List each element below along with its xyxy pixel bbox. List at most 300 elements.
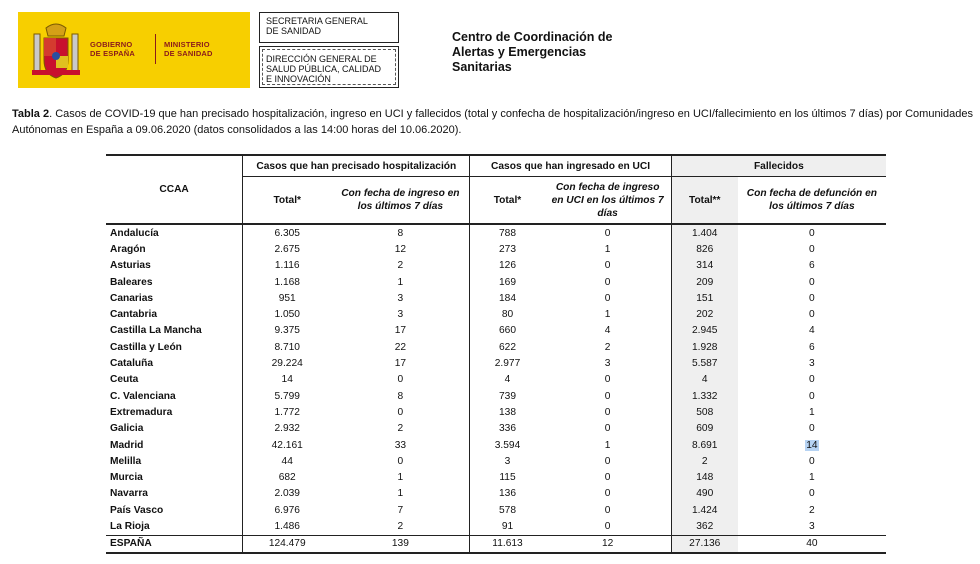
deaths-total-value: 8.691: [691, 439, 718, 451]
table-row: [106, 502, 886, 518]
uci-total-cell: [470, 290, 545, 306]
table-row: [106, 486, 886, 502]
uci-7days-cell: [545, 306, 672, 322]
deaths-7days-cell: [738, 502, 886, 518]
hosp-total-value: 8.710: [274, 341, 300, 353]
hosp-7days-value: 139: [391, 538, 409, 550]
table-row: [106, 323, 886, 339]
hosp-7days-value: 2: [397, 260, 404, 272]
hosp-total-value: 29.224: [271, 358, 303, 370]
deaths-total-cell: [671, 290, 738, 306]
uci-7days-cell: [545, 258, 672, 274]
uci-7days-cell: [545, 355, 672, 371]
hosp-total-value: 6.976: [274, 504, 300, 516]
ccaa-name: Aragón: [110, 243, 146, 255]
deaths-total-cell: [671, 453, 738, 469]
uci-total-cell: [470, 502, 545, 518]
deaths-total-cell: [671, 274, 738, 290]
deaths-7days-value: 0: [809, 243, 815, 255]
logo-divider: [155, 34, 156, 64]
deaths-total-cell: [671, 224, 738, 241]
uci-total-cell: [470, 306, 545, 322]
uci-total-value: 4: [504, 374, 511, 386]
ccaa-name: Melilla: [110, 455, 142, 467]
hosp-7days-value: 8: [397, 390, 404, 402]
uci-7days-cell: [545, 323, 672, 339]
deaths-total-cell: [671, 323, 738, 339]
uci-total-value: 578: [499, 504, 516, 516]
uci-7days-value: 0: [604, 520, 611, 532]
hosp-7days-cell: [331, 502, 470, 518]
uci-total-cell: [470, 453, 545, 469]
uci-total-cell: [470, 518, 545, 535]
hosp-total-cell: [243, 306, 332, 322]
deaths-7days-value: 1: [809, 406, 815, 418]
uci-total-value: 126: [499, 260, 516, 272]
deaths-7days-value: 0: [809, 292, 815, 304]
uci-7days-value: 0: [604, 390, 611, 402]
ccaa-name: Cataluña: [110, 358, 154, 370]
deaths-7days-value: 40: [806, 538, 818, 550]
table-row: [106, 453, 886, 469]
deaths-7days-value: 6: [809, 341, 815, 353]
deaths-7days-value: 0: [809, 423, 815, 435]
deaths-7days-cell: [738, 372, 886, 388]
hosp-7days-value: 17: [394, 325, 407, 337]
table-row: [106, 274, 886, 290]
hosp-total-value: 1.168: [274, 276, 300, 288]
deaths-7days-cell: [738, 469, 886, 485]
deaths-total-cell: [671, 421, 738, 437]
hosp-total-cell: [243, 437, 332, 453]
deaths-total-value: 1.424: [691, 504, 718, 516]
table-row: [106, 306, 886, 322]
hosp-total-cell: [243, 421, 332, 437]
deaths-7days-value: 14: [806, 439, 818, 451]
uci-total-value: 739: [499, 390, 516, 402]
hosp-7days-cell: [331, 518, 470, 535]
deaths-7days-cell: [738, 306, 886, 322]
deaths-total-cell: [671, 404, 738, 420]
table-caption: [12, 106, 974, 138]
hosp-total-value: 2.039: [274, 488, 300, 500]
deaths-7days-value: 2: [809, 504, 815, 516]
ccaa-name: Galicia: [110, 423, 144, 435]
uci-7days-value: 0: [604, 488, 611, 500]
uci-total-value: 2.977: [494, 358, 521, 370]
table-row: [106, 469, 886, 485]
uci-total-value: 136: [499, 488, 516, 500]
hosp-total-cell: [243, 469, 332, 485]
deaths-total-cell: [671, 518, 738, 535]
deaths-7days-cell: [738, 518, 886, 535]
table-row: [106, 355, 886, 371]
hosp-7days-cell: [331, 421, 470, 437]
deaths-total-cell: [671, 469, 738, 485]
deaths-total-value: 2.945: [691, 325, 718, 337]
uci-7days-cell: [545, 241, 672, 257]
hosp-7days-value: 8: [397, 227, 404, 239]
uci-total-cell: [470, 535, 545, 553]
deaths-total-value: 1.928: [691, 341, 718, 353]
ccaa-name: Extremadura: [110, 406, 173, 418]
uci-total-value: 660: [499, 325, 516, 337]
hosp-7days-value: 3: [397, 309, 404, 321]
deaths-7days-value: 1: [809, 472, 815, 484]
hosp-7days-cell: [331, 224, 470, 241]
hosp-7days-value: 17: [394, 358, 407, 370]
deaths-total-value: 151: [696, 292, 714, 304]
hosp-7days-value: 0: [397, 374, 404, 386]
uci-total-value: 80: [501, 309, 514, 321]
deaths-7days-cell: [738, 274, 886, 290]
deaths-7days-value: 0: [809, 227, 815, 239]
uci-total-value: 169: [499, 276, 516, 288]
uci-total-cell: [470, 469, 545, 485]
hosp-total-value: 14: [281, 374, 293, 386]
deaths-total-value: 490: [696, 488, 714, 500]
hosp-total-cell: [243, 241, 332, 257]
deaths-7days-cell: [738, 355, 886, 371]
hosp-total-value: 2.675: [274, 243, 300, 255]
uci-total-value: 138: [499, 406, 516, 418]
hosp-7days-cell: [331, 323, 470, 339]
uci-total-value: 115: [499, 472, 516, 484]
ccaa-name: La Rioja: [110, 520, 150, 532]
ccaa-name: Murcia: [110, 472, 143, 484]
uci-total-value: 788: [499, 227, 516, 239]
hosp-7days-cell: [331, 453, 470, 469]
uci-total-cell: [470, 437, 545, 453]
hosp-7days-cell: [331, 274, 470, 290]
ccaa-name: ESPAÑA: [106, 535, 243, 553]
deaths-total-cell: [671, 306, 738, 322]
hospitalization-table: [106, 154, 886, 554]
hosp-total-value: 951: [278, 292, 296, 304]
deaths-total-value: 1.404: [691, 227, 718, 239]
uci-total-cell: [470, 224, 545, 241]
hosp-total-cell: [243, 355, 332, 371]
uci-total-cell: [470, 404, 545, 420]
deaths-7days-cell: [738, 241, 886, 257]
direccion-box: DIRECCIÓN GENERAL DE SALUD PÚBLICA, CALIDAD E INNOVACIÓN: [259, 46, 399, 88]
uci-7days-value: 0: [604, 276, 611, 288]
uci-total-cell: [470, 274, 545, 290]
deaths-7days-value: 3: [809, 358, 815, 370]
table-row: [106, 437, 886, 453]
table-row: [106, 388, 886, 404]
hosp-total-value: 1.050: [274, 309, 300, 321]
hosp-7days-cell: [331, 535, 470, 553]
ccaa-name: Andalucía: [110, 227, 159, 239]
uci-total-cell: [470, 355, 545, 371]
hosp-total-cell: [243, 274, 332, 290]
hosp-total-cell: [243, 388, 332, 404]
coat-of-arms-icon: [32, 20, 80, 82]
uci-7days-cell: [545, 453, 672, 469]
hosp-total-value: 6.305: [274, 227, 300, 239]
uci-7days-value: 2: [604, 341, 611, 353]
deaths-total-value: 27.136: [689, 538, 721, 550]
deaths-total-cell: [671, 258, 738, 274]
hosp-total-value: 1.772: [274, 406, 300, 418]
uci-7days-cell: [545, 404, 672, 420]
deaths-7days-value: 0: [809, 276, 815, 288]
hosp-7days-cell: [331, 258, 470, 274]
deaths-total-cell: [671, 388, 738, 404]
logo-ministerio-text: MINISTERIO DE SANIDAD: [164, 40, 213, 58]
uci-7days-cell: [545, 502, 672, 518]
deaths-7days-cell: [738, 388, 886, 404]
deaths-7days-cell: [738, 421, 886, 437]
hosp-total-cell: [243, 323, 332, 339]
deaths-total-value: 314: [696, 260, 714, 272]
deaths-total-value: 4: [701, 374, 708, 386]
hosp-total-cell: [243, 518, 332, 535]
deaths-7days-cell: [738, 258, 886, 274]
hosp-7days-value: 1: [397, 276, 404, 288]
government-logo: [18, 12, 250, 88]
hosp-7days-value: 7: [397, 504, 404, 516]
uci-7days-value: 0: [604, 374, 611, 386]
ccaa-name: C. Valenciana: [110, 390, 176, 402]
hosp-total-cell: [243, 453, 332, 469]
hosp-7days-value: 33: [394, 439, 407, 451]
hosp-total-cell: [243, 290, 332, 306]
deaths-total-value: 202: [696, 309, 714, 321]
uci-total-cell: [470, 241, 545, 257]
ccaa-name: Madrid: [110, 439, 144, 451]
uci-7days-value: 0: [604, 504, 611, 516]
hosp-7days-cell: [331, 404, 470, 420]
hosp-total-value: 1.486: [274, 520, 300, 532]
uci-total-cell: [470, 372, 545, 388]
center-title: Centro de Coordinación de Alertas y Emergencias Sanitarias: [452, 30, 613, 74]
uci-7days-value: 1: [604, 243, 611, 255]
hosp-7days-cell: [331, 306, 470, 322]
group-hospitalization-header: Casos que han precisado hospitalización: [243, 155, 470, 177]
uci-total-cell: [470, 486, 545, 502]
deaths-total-cell: [671, 339, 738, 355]
hosp-total-cell: [243, 404, 332, 420]
uci-7days-value: 0: [604, 292, 611, 304]
uci-7days-cell: [545, 469, 672, 485]
ccaa-name: Baleares: [110, 276, 153, 288]
ccaa-name: País Vasco: [110, 504, 164, 516]
deaths-7days-value: 4: [809, 325, 815, 337]
deaths-7days-cell: [738, 486, 886, 502]
table-row: [106, 421, 886, 437]
uci-7days-cell: [545, 421, 672, 437]
secretaria-box: SECRETARIA GENERAL DE SANIDAD: [259, 12, 399, 43]
table-row: [106, 224, 886, 241]
deaths-7days-value: 0: [809, 455, 815, 467]
deaths-total-value: 826: [696, 243, 714, 255]
hosp-total-cell: [243, 502, 332, 518]
deaths-total-value: 2: [701, 455, 708, 467]
hosp-7days-cell: [331, 290, 470, 306]
uci-7days-value: 0: [604, 227, 611, 239]
uci-total-value: 273: [499, 243, 516, 255]
hosp-total-cell: [243, 486, 332, 502]
hosp-7days-cell: [331, 355, 470, 371]
hosp-7days-cell: [331, 469, 470, 485]
uci-7days-value: 1: [604, 439, 611, 451]
deaths-7days-header: Con fecha de defunción en los últimos 7 días: [738, 177, 886, 225]
uci-7days-header: Con fecha de ingreso en UCI en los últimos 7 días: [545, 177, 672, 225]
deaths-total-value: 5.587: [691, 358, 718, 370]
uci-7days-value: 4: [604, 325, 611, 337]
hosp-7days-value: 22: [394, 341, 407, 353]
deaths-total-cell: [671, 355, 738, 371]
hosp-total-value: 124.479: [268, 538, 306, 550]
hosp-7days-cell: [331, 388, 470, 404]
uci-total-cell: [470, 323, 545, 339]
hosp-7days-value: 1: [397, 472, 404, 484]
deaths-7days-cell: [738, 323, 886, 339]
hosp-total-cell: [243, 258, 332, 274]
deaths-7days-value: 0: [809, 488, 815, 500]
uci-7days-cell: [545, 437, 672, 453]
deaths-7days-value: 0: [809, 309, 815, 321]
deaths-total-cell: [671, 502, 738, 518]
uci-7days-cell: [545, 518, 672, 535]
hosp-total-value: 1.116: [274, 260, 300, 272]
hosp-total-value: 2.932: [274, 423, 300, 435]
deaths-7days-cell: [738, 453, 886, 469]
hosp-total-cell: [243, 339, 332, 355]
hosp-total-value: 9.375: [274, 325, 300, 337]
uci-7days-cell: [545, 372, 672, 388]
hosp-7days-value: 0: [397, 455, 404, 467]
total-row: [106, 535, 886, 553]
ccaa-name: Canarias: [110, 292, 154, 304]
uci-7days-value: 3: [604, 358, 611, 370]
uci-total-value: 91: [501, 520, 514, 532]
deaths-total-value: 362: [696, 520, 714, 532]
caption-text: . Casos de COVID-19 que han precisado hospitalización, ingreso en UCI y fallecidos (total y confecha de hospitalización/ingreso en UCI/fallecimiento en los últimos 7 días) por Comunidades Autónomas en España a 09.06.2020 (datos consolidados a las 14:00 horas del 10.06.2020).: [12, 108, 973, 136]
hosp-7days-cell: [331, 339, 470, 355]
table-row: [106, 404, 886, 420]
deaths-total-cell: [671, 486, 738, 502]
uci-7days-cell: [545, 290, 672, 306]
uci-total-cell: [470, 388, 545, 404]
deaths-7days-cell: [738, 535, 886, 553]
caption-label: Tabla 2: [12, 108, 50, 120]
hosp-7days-header: Con fecha de ingreso en los últimos 7 días: [331, 177, 470, 225]
deaths-total-cell: [671, 535, 738, 553]
deaths-total-value: 209: [696, 276, 714, 288]
uci-total-value: 622: [499, 341, 516, 353]
uci-total-cell: [470, 421, 545, 437]
uci-total-header: Total*: [470, 177, 545, 225]
hosp-total-header: Total*: [243, 177, 332, 225]
uci-total-value: 184: [499, 292, 516, 304]
deaths-total-header: Total**: [671, 177, 738, 225]
uci-7days-cell: [545, 339, 672, 355]
hosp-total-value: 44: [281, 455, 293, 467]
hosp-7days-value: 12: [394, 243, 407, 255]
group-deaths-header: Fallecidos: [671, 155, 886, 177]
uci-total-value: 336: [499, 423, 516, 435]
ccaa-name: Ceuta: [110, 374, 139, 386]
hosp-total-value: 5.799: [274, 390, 300, 402]
hosp-7days-value: 2: [397, 423, 404, 435]
uci-7days-value: 1: [604, 309, 611, 321]
uci-total-value: 3: [504, 455, 511, 467]
ccaa-name: Castilla La Mancha: [110, 325, 202, 337]
ccaa-name: Cantabria: [110, 309, 157, 321]
hosp-total-cell: [243, 535, 332, 553]
hosp-total-value: 42.161: [271, 439, 303, 451]
hosp-7days-cell: [331, 437, 470, 453]
hosp-7days-cell: [331, 372, 470, 388]
table-row: [106, 339, 886, 355]
uci-total-cell: [470, 339, 545, 355]
deaths-total-value: 148: [696, 472, 714, 484]
hosp-7days-value: 0: [397, 406, 404, 418]
ccaa-name: Navarra: [110, 488, 148, 500]
uci-7days-cell: [545, 274, 672, 290]
uci-7days-cell: [545, 224, 672, 241]
hosp-7days-value: 3: [397, 292, 404, 304]
deaths-7days-cell: [738, 339, 886, 355]
table-row: [106, 372, 886, 388]
deaths-7days-cell: [738, 224, 886, 241]
deaths-total-value: 508: [696, 406, 714, 418]
uci-7days-cell: [545, 388, 672, 404]
hosp-total-value: 682: [278, 472, 296, 484]
deaths-7days-value: 6: [809, 260, 815, 272]
uci-7days-value: 0: [604, 455, 611, 467]
table-row: [106, 518, 886, 535]
deaths-7days-cell: [738, 404, 886, 420]
deaths-7days-value: 0: [809, 374, 815, 386]
uci-7days-value: 0: [604, 423, 611, 435]
table-row: [106, 241, 886, 257]
deaths-7days-cell: [738, 290, 886, 306]
hosp-7days-cell: [331, 486, 470, 502]
deaths-total-cell: [671, 241, 738, 257]
uci-7days-value: 0: [604, 406, 611, 418]
uci-7days-value: 0: [604, 260, 611, 272]
deaths-total-cell: [671, 372, 738, 388]
hosp-total-cell: [243, 224, 332, 241]
uci-total-cell: [470, 258, 545, 274]
table-row: [106, 290, 886, 306]
hosp-7days-cell: [331, 241, 470, 257]
hosp-7days-value: 2: [397, 520, 404, 532]
deaths-7days-cell: [738, 437, 886, 453]
deaths-7days-value: 3: [809, 520, 815, 532]
uci-7days-cell: [545, 486, 672, 502]
table-row: [106, 258, 886, 274]
deaths-total-value: 1.332: [691, 390, 718, 402]
deaths-7days-value: 0: [809, 390, 815, 402]
ccaa-name: Castilla y León: [110, 341, 182, 353]
group-uci-header: Casos que han ingresado en UCI: [470, 155, 671, 177]
deaths-total-cell: [671, 437, 738, 453]
ccaa-name: Asturias: [110, 260, 151, 272]
uci-7days-cell: [545, 535, 672, 553]
ccaa-header: CCAA: [106, 155, 243, 224]
hosp-7days-value: 1: [397, 488, 404, 500]
uci-total-value: 11.613: [492, 538, 523, 550]
deaths-total-value: 609: [696, 423, 714, 435]
hosp-total-cell: [243, 372, 332, 388]
uci-total-value: 3.594: [494, 439, 521, 451]
uci-7days-value: 12: [601, 538, 614, 550]
